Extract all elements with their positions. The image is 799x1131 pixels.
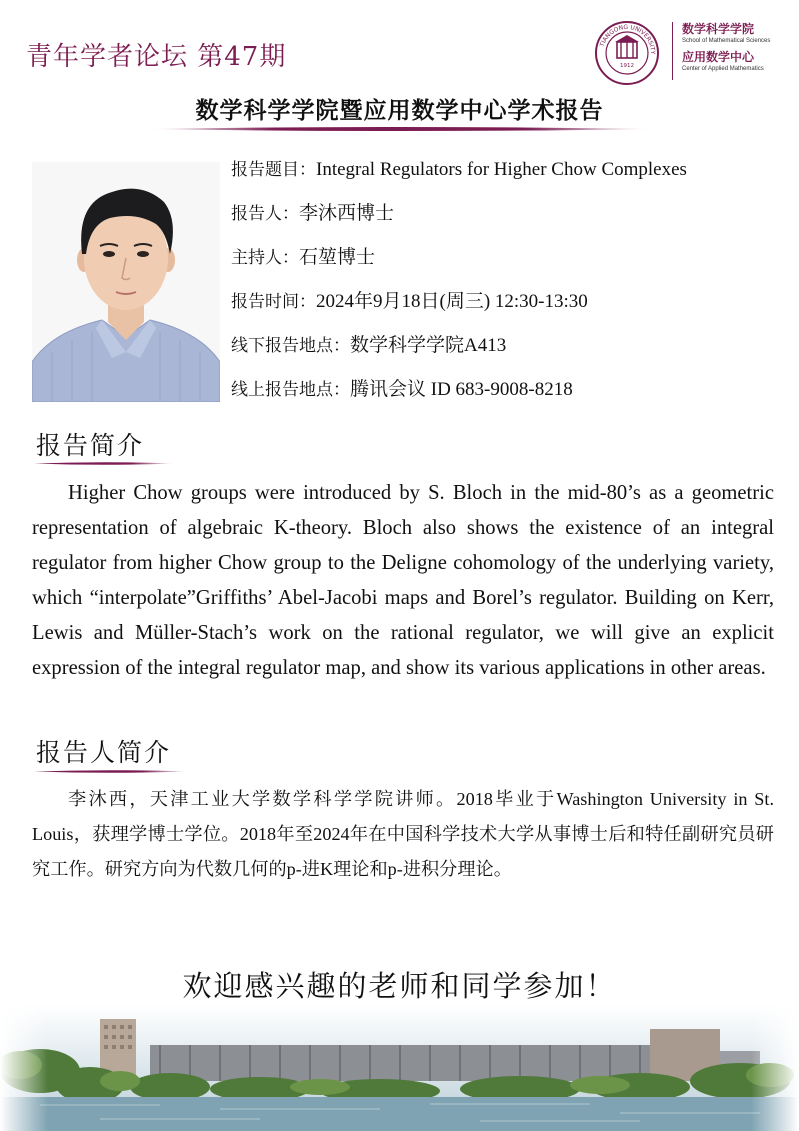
svg-text:1912: 1912	[620, 63, 634, 69]
welcome-text: 欢迎感兴趣的老师和同学参加！	[182, 969, 617, 1003]
svg-text:TIANGONG UNIVERSITY: TIANGONG UNIVERSITY	[598, 23, 657, 55]
online-location-row	[231, 373, 687, 417]
logo-text	[682, 22, 784, 74]
forum-title: 青年学者论坛 第47期	[26, 42, 287, 72]
abstract-body: Higher Chow groups were introduced by S. Bloch in the mid-80’s as a geometric representation of algebraic K-theory. Bloch also shows the existence of an integral regulator from higher Chow group to the Deligne cohomology of the underlying variety, which “interpolate”Griffiths’ Abel-Jacobi maps and Borel’s regulator. Building on Kerr, Lewis and Müller-Stach’s work on the rational regulator, we will give an explicit expression of the integral regulator map, and show its various applications in other areas.	[32, 482, 774, 679]
university-logo	[594, 20, 784, 84]
main-title: 数学科学学院暨应用数学中心学术报告	[195, 98, 604, 124]
speaker-row	[231, 197, 687, 241]
online-location-value: 腾讯会议 ID 683-9008-8218	[350, 379, 573, 400]
time-row	[231, 285, 687, 329]
bio-heading: 报告人简介	[36, 738, 172, 767]
time-label: 报告时间：	[231, 292, 316, 312]
logo-school-cn: 数学科学学院	[682, 22, 755, 36]
offline-location-row	[231, 329, 687, 373]
online-location-label: 线上报告地点：	[231, 380, 350, 400]
university-seal-icon	[594, 20, 660, 86]
abstract-heading: 报告简介	[36, 431, 145, 460]
offline-location-label: 线下报告地点：	[231, 336, 350, 356]
logo-divider	[672, 22, 673, 80]
host-label: 主持人：	[231, 248, 299, 268]
talk-info	[231, 153, 687, 417]
campus-banner-image	[0, 1005, 799, 1131]
bio-body: 李沐西，天津工业大学数学科学学院讲师。2018毕业于Washington University in St. Louis，获理学博士学位。2018年至2024年在中国科学技术大学从事博士后和特任副研究员研究工作。研究方向为代数几何的p-进K理论和p-进积分理论。	[32, 789, 774, 879]
topic-label: 报告题目：	[231, 160, 316, 180]
abstract-heading-underline	[34, 461, 174, 466]
offline-location-value: 数学科学学院A413	[350, 335, 507, 356]
title-underline	[150, 126, 650, 132]
speaker-value: 李沐西博士	[299, 203, 395, 224]
topic-value: Integral Regulators for Higher Chow Complexes	[316, 159, 687, 180]
host-row	[231, 241, 687, 285]
host-value: 石堃博士	[299, 247, 376, 268]
speaker-label: 报告人：	[231, 204, 299, 224]
topic-row	[231, 153, 687, 197]
logo-center-cn: 应用数学中心	[682, 50, 755, 64]
logo-center-en: Center of Applied Mathematics	[682, 66, 764, 72]
speaker-photo	[32, 162, 220, 402]
time-value: 2024年9月18日(周三) 12:30-13:30	[316, 291, 588, 312]
logo-school-en: School of Mathematical Sciences	[682, 38, 771, 44]
bio-heading-underline	[34, 769, 189, 774]
